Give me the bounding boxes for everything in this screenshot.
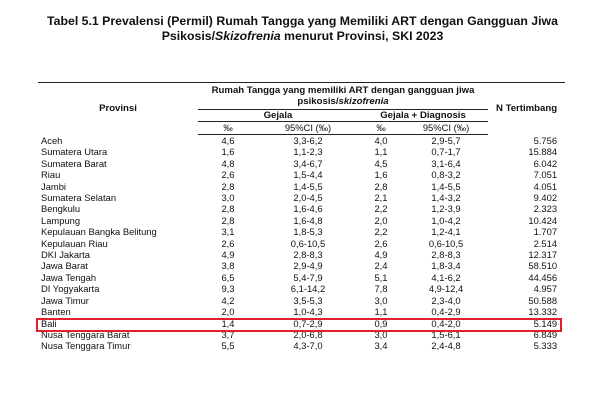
table-row: [38, 272, 565, 283]
cell-provinsi: Kepulauan Bangka Belitung: [41, 226, 157, 238]
cell-n: 5.149: [533, 317, 558, 329]
cell-diagnosis: 2,4: [374, 260, 388, 272]
cell-gejala: 2,6: [221, 169, 235, 181]
cell-gejala: 6,5: [221, 271, 235, 283]
cell-gejala-ci: 1,0-4,3: [293, 306, 323, 318]
cell-n: 12.317: [528, 249, 558, 261]
cell-gejala: 3,0: [221, 192, 235, 204]
header-group-line-1: Rumah Tangga yang memiliki ART dengan gangguan jiwa: [211, 85, 475, 96]
cell-gejala-ci: 3,5-5,3: [293, 294, 323, 306]
cell-diagnosis: 2,1: [374, 192, 388, 204]
cell-gejala-ci: 6,1-14,2: [290, 283, 326, 295]
cell-n: 50.588: [528, 294, 558, 306]
cell-n: 6.042: [533, 157, 558, 169]
cell-gejala-ci: 2,8-8,3: [293, 249, 323, 261]
table-row: [38, 329, 565, 340]
cell-gejala: 9,3: [221, 283, 235, 295]
header-permil-diagnosis: ‰: [358, 122, 404, 135]
cell-provinsi: Jambi: [41, 180, 67, 192]
cell-diagnosis-ci: 1,4-5,5: [431, 180, 461, 192]
title-line-2: [0, 29, 605, 44]
cell-provinsi: Sumatera Utara: [41, 146, 108, 158]
table-row: [38, 318, 565, 329]
cell-gejala-ci: 3,3-6,2: [293, 135, 323, 146]
table-row: [38, 192, 565, 203]
cell-diagnosis-ci: 1,2-4,1: [431, 226, 461, 238]
cell-diagnosis: 0,9: [374, 317, 388, 329]
table-row: [38, 158, 565, 169]
cell-provinsi: Bengkulu: [41, 203, 81, 215]
cell-diagnosis: 2,6: [374, 237, 388, 249]
cell-diagnosis: 4,5: [374, 157, 388, 169]
cell-diagnosis-ci: 1,0-4,2: [431, 214, 461, 226]
cell-n: 5.756: [533, 134, 558, 146]
cell-provinsi: DKI Jakarta: [41, 249, 90, 261]
cell-gejala: 2,8: [221, 203, 235, 215]
header-ci-diagnosis: 95%CI (‰): [404, 122, 488, 135]
cell-provinsi: Lampung: [41, 214, 81, 226]
cell-diagnosis-ci: 0,4-2,9: [431, 306, 461, 318]
table-row: [38, 306, 565, 317]
cell-gejala: 2,0: [221, 306, 235, 318]
cell-gejala-ci: 0,6-10,5: [290, 237, 326, 249]
table-row: [38, 203, 565, 214]
cell-diagnosis-ci: 0,8-3,2: [431, 169, 461, 181]
title-line-2-italic: Skizofrenia: [215, 29, 281, 43]
table-row: [38, 238, 565, 249]
cell-n: 13.332: [528, 306, 558, 318]
cell-diagnosis: 2,0: [374, 214, 388, 226]
header-gejala: Gejala: [198, 110, 358, 122]
header-group-line-2-italic: skizofrenia: [338, 96, 389, 107]
header-provinsi: Provinsi: [38, 83, 198, 135]
cell-n: 6.849: [533, 328, 558, 340]
cell-diagnosis: 2,2: [374, 203, 388, 215]
cell-n: 10.424: [528, 214, 558, 226]
header-gejala-diagnosis: Gejala + Diagnosis: [358, 110, 488, 122]
header-group-line-2-prefix: psikosis/: [297, 96, 339, 107]
table-row: [38, 295, 565, 306]
cell-gejala: 4,8: [221, 157, 235, 169]
cell-provinsi: Nusa Tenggara Timur: [41, 340, 131, 352]
cell-n: 2.323: [533, 203, 558, 215]
table-row: [38, 215, 565, 226]
header-group-line-2: [201, 96, 485, 107]
cell-diagnosis: 7,8: [374, 283, 388, 295]
cell-diagnosis-ci: 1,4-3,2: [431, 192, 461, 204]
cell-diagnosis: 4,9: [374, 249, 388, 261]
cell-gejala: 3,7: [221, 328, 235, 340]
cell-diagnosis-ci: 2,9-5,7: [431, 135, 461, 146]
cell-provinsi: Riau: [41, 169, 61, 181]
cell-diagnosis: 1,1: [374, 146, 388, 158]
cell-diagnosis-ci: 1,5-6,1: [431, 328, 461, 340]
cell-diagnosis: 3,0: [374, 294, 388, 306]
cell-diagnosis: 2,8: [374, 180, 388, 192]
cell-gejala: 1,6: [221, 146, 235, 158]
cell-diagnosis: 2,2: [374, 226, 388, 238]
cell-gejala: 2,8: [221, 180, 235, 192]
cell-n: 1.707: [533, 226, 558, 238]
cell-n: 7.051: [533, 169, 558, 181]
header-group: [198, 83, 488, 110]
cell-gejala-ci: 5,4-7,9: [293, 271, 323, 283]
cell-diagnosis-ci: 2,4-4,8: [431, 340, 461, 352]
cell-gejala: 4,6: [221, 135, 235, 146]
cell-provinsi: Nusa Tenggara Barat: [41, 328, 130, 340]
cell-gejala-ci: 3,4-6,7: [293, 157, 323, 169]
cell-diagnosis: 3,0: [374, 328, 388, 340]
cell-n: 9.402: [533, 192, 558, 204]
cell-n: 15.884: [528, 146, 558, 158]
cell-n: 5.333: [533, 340, 558, 352]
cell-diagnosis-ci: 4,9-12,4: [428, 283, 464, 295]
cell-provinsi: Sumatera Selatan: [41, 192, 117, 204]
cell-diagnosis-ci: 2,8-8,3: [431, 249, 461, 261]
table-row: [38, 146, 565, 157]
prevalence-table: [38, 82, 565, 352]
cell-gejala-ci: 4,3-7,0: [293, 340, 323, 352]
cell-diagnosis-ci: 3,1-6,4: [431, 157, 461, 169]
cell-n: 4.051: [533, 180, 558, 192]
cell-diagnosis-ci: 0,4-2,0: [431, 317, 461, 329]
cell-gejala: 4,2: [221, 294, 235, 306]
cell-n: 58.510: [528, 260, 558, 272]
title-line-2-suffix: menurut Provinsi, SKI 2023: [280, 29, 444, 43]
cell-diagnosis: 4,0: [374, 135, 388, 146]
cell-provinsi: Aceh: [41, 134, 63, 146]
cell-provinsi: Jawa Tengah: [41, 271, 97, 283]
header-n-tertimbang: N Tertimbang: [488, 83, 565, 135]
cell-gejala: 1,4: [221, 317, 235, 329]
cell-diagnosis-ci: 0,7-1,7: [431, 146, 461, 158]
cell-provinsi: Sumatera Barat: [41, 157, 107, 169]
cell-diagnosis-ci: 4,1-6,2: [431, 271, 461, 283]
cell-provinsi: Bali: [41, 317, 57, 329]
cell-gejala: 5,5: [221, 340, 235, 352]
cell-diagnosis: 5,1: [374, 271, 388, 283]
cell-gejala-ci: 1,8-5,3: [293, 226, 323, 238]
cell-gejala: 3,1: [221, 226, 235, 238]
cell-gejala-ci: 2,9-4,9: [293, 260, 323, 272]
table-title: [0, 14, 605, 44]
cell-provinsi: Kepulauan Riau: [41, 237, 108, 249]
cell-gejala: 4,9: [221, 249, 235, 261]
cell-gejala-ci: 1,6-4,6: [293, 203, 323, 215]
table-body: [38, 135, 565, 352]
cell-n: 2.514: [533, 237, 558, 249]
cell-provinsi: Jawa Timur: [41, 294, 89, 306]
cell-gejala-ci: 1,1-2,3: [293, 146, 323, 158]
cell-gejala-ci: 1,6-4,8: [293, 214, 323, 226]
cell-diagnosis-ci: 0,6-10,5: [428, 237, 464, 249]
cell-diagnosis: 3,4: [374, 340, 388, 352]
cell-gejala: 2,6: [221, 237, 235, 249]
table-row: [38, 340, 565, 351]
cell-n: 4.957: [533, 283, 558, 295]
header-ci-gejala: 95%CI (‰): [258, 122, 358, 135]
cell-diagnosis: 1,1: [374, 306, 388, 318]
cell-diagnosis-ci: 1,2-3,9: [431, 203, 461, 215]
cell-diagnosis: 1,6: [374, 169, 388, 181]
cell-gejala-ci: 2,0-6,8: [293, 328, 323, 340]
table-row-highlighted: [38, 283, 565, 294]
cell-provinsi: Jawa Barat: [41, 260, 88, 272]
header-permil-gejala: ‰: [198, 122, 258, 135]
cell-gejala: 2,8: [221, 214, 235, 226]
table-row: [38, 249, 565, 260]
cell-gejala: 3,8: [221, 260, 235, 272]
cell-gejala-ci: 1,5-4,4: [293, 169, 323, 181]
cell-n: 44.456: [528, 271, 558, 283]
cell-provinsi: DI Yogyakarta: [41, 283, 100, 295]
table-row: [38, 169, 565, 180]
table-row: [38, 260, 565, 271]
table-row: [38, 226, 565, 237]
cell-diagnosis-ci: 1,8-3,4: [431, 260, 461, 272]
cell-gejala-ci: 1,4-5,5: [293, 180, 323, 192]
table-row: [38, 135, 565, 147]
cell-provinsi: Banten: [41, 306, 71, 318]
table-row: [38, 181, 565, 192]
title-line-1: Tabel 5.1 Prevalensi (Permil) Rumah Tangga yang Memiliki ART dengan Gangguan Jiwa: [47, 14, 558, 28]
cell-gejala-ci: 2,0-4,5: [293, 192, 323, 204]
cell-gejala-ci: 0,7-2,9: [293, 317, 323, 329]
title-line-2-prefix: Psikosis/: [161, 29, 216, 43]
cell-diagnosis-ci: 2,3-4,0: [431, 294, 461, 306]
